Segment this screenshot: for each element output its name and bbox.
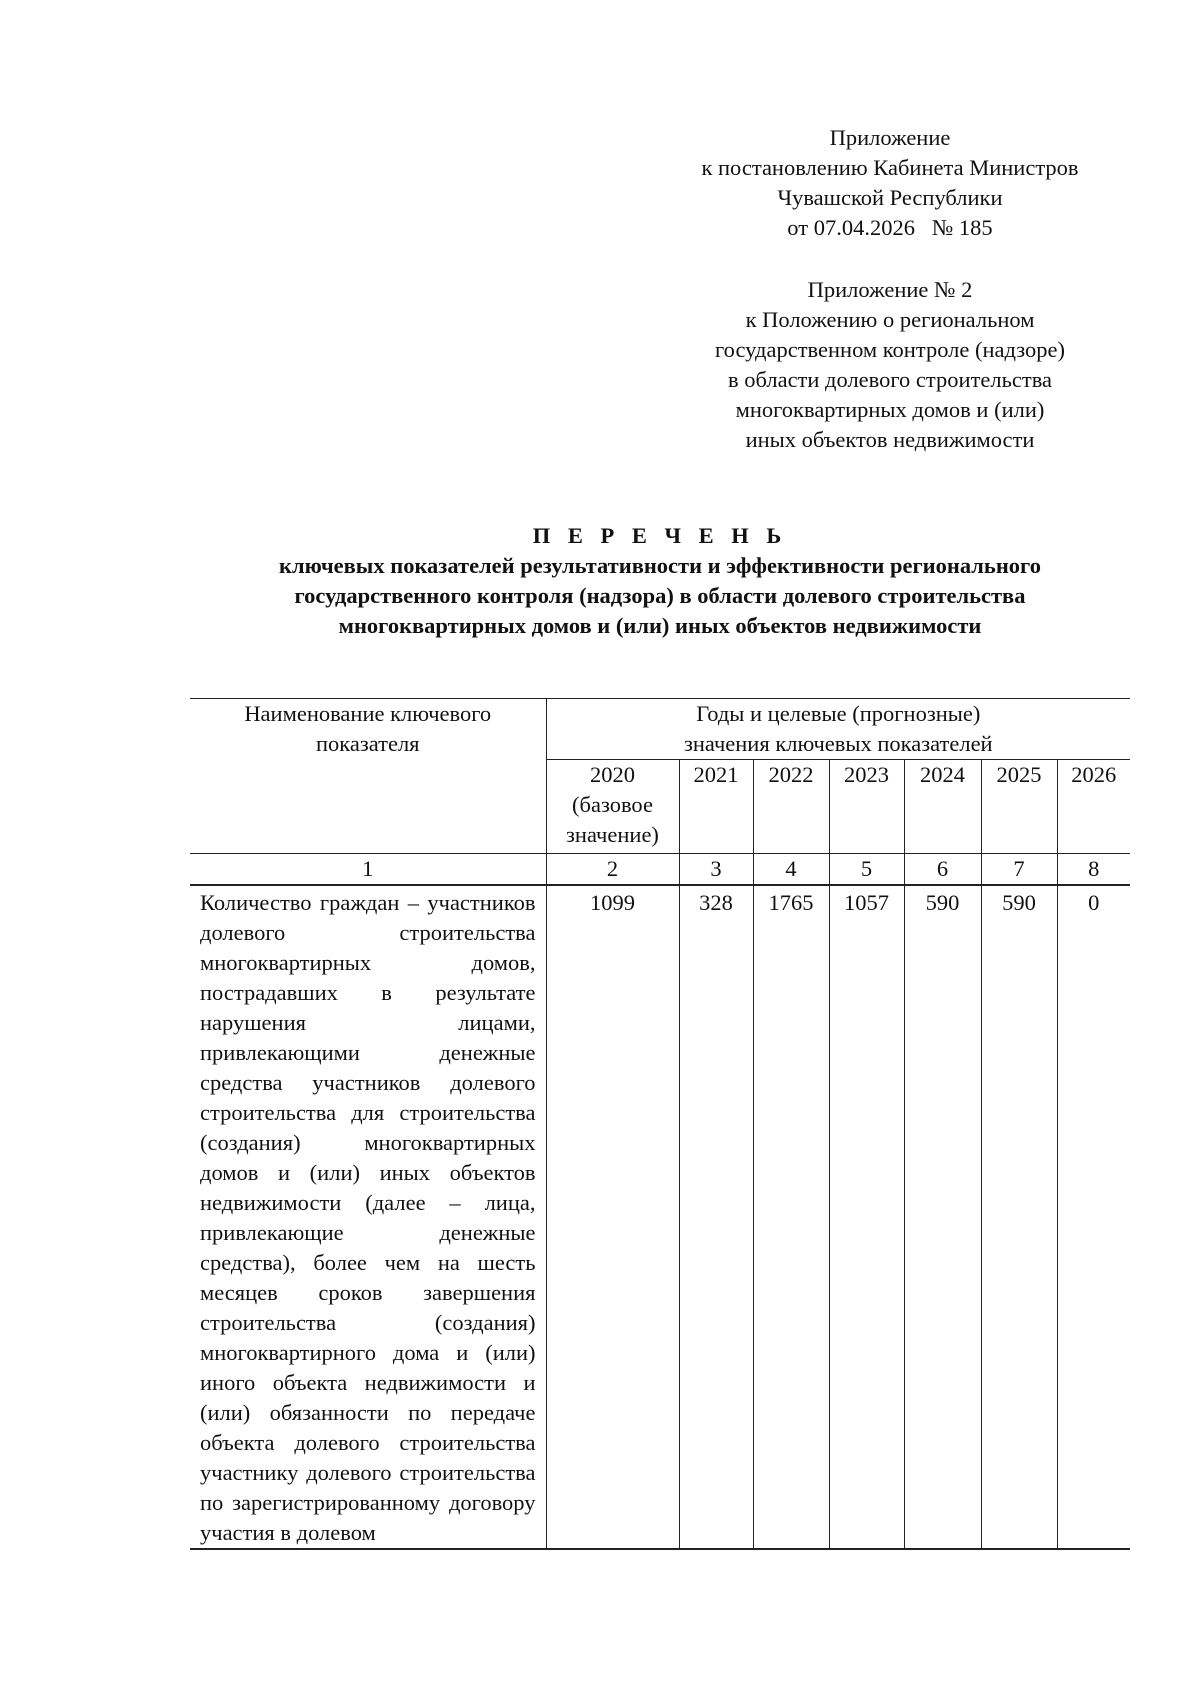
table-header-row [190, 699, 1130, 760]
year-note: значение) [566, 822, 659, 847]
indicator-name: Количество граждан – участников долевого строительства многоквартирных домов, пострадавших в результате нарушения лицами, привлекающими денежные средства участников долевого строительства для строительства (создания) многоквартирных домов и (или) иных объектов недвижимости (далее – лица, привлекающие денежные средства), более чем на шесть месяцев сроков завершения строительства (создания) многоквартирного дома и (или) иного объекта недвижимости и (или) обязанности по передаче объекта долевого строительства участнику долевого строительства по зарегистрированному договору участия в долевом [190, 885, 546, 1549]
year-header: 2026 [1057, 760, 1130, 854]
title-line: многоквартирных домов и (или) иных объектов недвижимости [338, 613, 982, 638]
header-years-group [546, 699, 1130, 760]
document-title [190, 521, 1130, 641]
column-number: 4 [753, 854, 829, 886]
indicator-value: 0 [1057, 885, 1130, 1549]
approval-line: к постановлению Кабинета Министров [701, 155, 1079, 180]
approval-line: Чувашской Республики [777, 185, 1003, 210]
year-header: 2021 [679, 760, 753, 854]
column-number: 8 [1057, 854, 1130, 886]
appendix-line: Приложение № 2 [807, 277, 973, 302]
column-number: 5 [829, 854, 904, 886]
header-text: значения ключевых показателей [683, 731, 993, 756]
appendix-block [665, 275, 1115, 455]
column-number: 7 [981, 854, 1057, 886]
year-note: (базовое [572, 792, 653, 817]
header-text: Годы и целевые (прогнозные) [696, 701, 981, 726]
title-line: государственного контроля (надзора) в области долевого строительства [294, 583, 1026, 608]
title-heading: П Е Р Е Ч Е Н Ь [532, 523, 788, 548]
indicator-value: 1099 [546, 885, 679, 1549]
indicator-value: 1765 [753, 885, 829, 1549]
table-row [190, 885, 1130, 1549]
appendix-line: многоквартирных домов и (или) [735, 397, 1045, 422]
kpi-table [190, 698, 1130, 1550]
column-number: 1 [190, 854, 546, 886]
header-text: показателя [315, 731, 420, 756]
title-line: ключевых показателей результативности и эффективности регионального [279, 553, 1041, 578]
indicator-value: 590 [904, 885, 981, 1549]
column-number: 3 [679, 854, 753, 886]
column-number: 2 [546, 854, 679, 886]
appendix-line: к Положению о региональном [745, 307, 1035, 332]
year-header: 2025 [981, 760, 1057, 854]
column-number: 6 [904, 854, 981, 886]
indicator-value: 590 [981, 885, 1057, 1549]
header-indicator-name [190, 699, 546, 854]
indicator-value: 328 [679, 885, 753, 1549]
approval-date-number: от 07.04.2026 № 185 [787, 215, 993, 240]
year-header: 2022 [753, 760, 829, 854]
column-number-row [190, 854, 1130, 886]
approval-line: Приложение [829, 125, 951, 150]
indicator-value: 1057 [829, 885, 904, 1549]
appendix-line: государственном контроле (надзоре) [715, 337, 1065, 362]
appendix-line: в области долевого строительства [727, 367, 1053, 392]
approval-block [665, 123, 1115, 243]
year-header: 2023 [829, 760, 904, 854]
appendix-line: иных объектов недвижимости [745, 427, 1035, 452]
header-text: Наименование ключевого [244, 701, 492, 726]
year-header-base [546, 760, 679, 854]
year-label: 2020 [590, 762, 635, 787]
year-header: 2024 [904, 760, 981, 854]
